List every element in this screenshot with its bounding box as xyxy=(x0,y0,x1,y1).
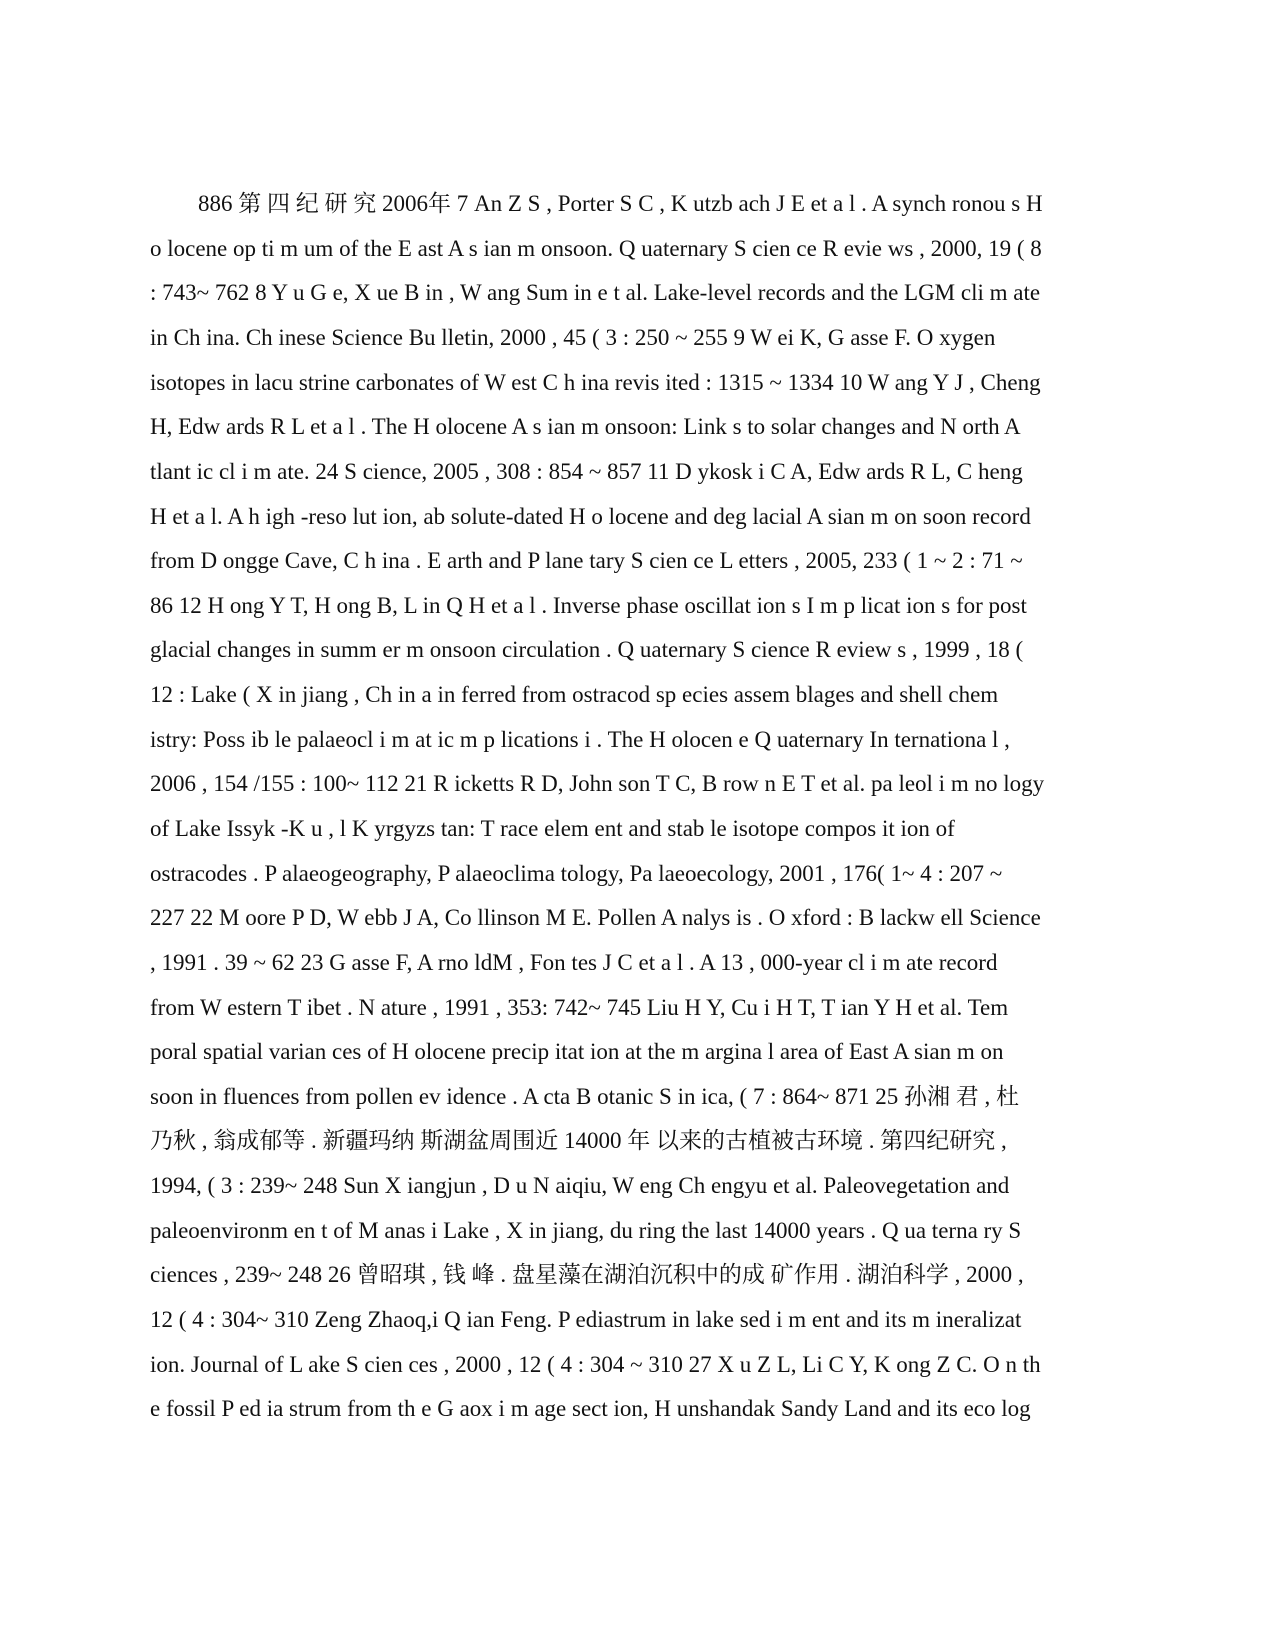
text-line-26: 12 ( 4 : 304~ 310 Zeng Zhaoq,i Q ian Feng. P ediastrum in lake sed i m ent and its m ineralizat xyxy=(150,1307,1022,1332)
text-line-21: soon in fluences from pollen ev idence . A cta B otanic S in ica, ( 7 : 864~ 871 25 孙湘 君 , 杜 xyxy=(150,1084,1020,1109)
text-line-1: 886 第 四 纪 研 究 2006年 7 An Z S , Porter S C , K utzb ach J E et a l . A synch ronou s H xyxy=(198,191,1043,216)
text-line-22: 乃秋 , 翁成郁等 . 新疆玛纳 斯湖盆周围近 14000 年 以来的古植被古环境 . 第四纪研究 , xyxy=(150,1128,1007,1153)
text-line-27: ion. Journal of L ake S cien ces , 2000 , 12 ( 4 : 304 ~ 310 27 X u Z L, Li C Y, K ong Z C. O n th xyxy=(150,1352,1041,1377)
text-line-6: H, Edw ards R L et a l . The H olocene A s ian m onsoon: Link s to solar changes and N orth A xyxy=(150,414,1021,439)
text-line-2: o locene op ti m um of the E ast A s ian m onsoon. Q uaternary S cien ce R evie ws , 2000, 19 ( 8 xyxy=(150,236,1042,261)
text-line-20: poral spatial varian ces of H olocene precip itat ion at the m argina l area of East A sian m on xyxy=(150,1039,1004,1064)
text-line-4: in Ch ina. Ch inese Science Bu lletin, 2000 , 45 ( 3 : 250 ~ 255 9 W ei K, G asse F. O xygen xyxy=(150,325,996,350)
text-line-24: paleoenvironm en t of M anas i Lake , X in jiang, du ring the last 14000 years . Q ua terna ry S xyxy=(150,1218,1022,1243)
text-line-13: istry: Poss ib le palaeocl i m at ic m p lications i . The H olocen e Q uaternary In ternationa l , xyxy=(150,727,1010,752)
text-line-18: , 1991 . 39 ~ 62 23 G asse F, A rno ldM , Fon tes J C et a l . A 13 , 000-year cl i m ate record xyxy=(150,950,998,975)
text-line-14: 2006 , 154 /155 : 100~ 112 21 R icketts R D, John son T C, B row n E T et al. pa leol i m no logy xyxy=(150,771,1045,796)
text-line-5: isotopes in lacu strine carbonates of W est C h ina revis ited : 1315 ~ 1334 10 W ang Y J , Cheng xyxy=(150,370,1041,395)
text-line-11: glacial changes in summ er m onsoon circulation . Q uaternary S cience R eview s , 1999 , 18 ( xyxy=(150,637,1024,662)
text-line-16: ostracodes . P alaeogeography, P alaeoclima tology, Pa laeoecology, 2001 , 176( 1~ 4 : 207 ~ xyxy=(150,861,1003,886)
text-line-7: tlant ic cl i m ate. 24 S cience, 2005 , 308 : 854 ~ 857 11 D ykosk i C A, Edw ards R L, C heng xyxy=(150,459,1023,484)
text-line-23: 1994, ( 3 : 239~ 248 Sun X iangjun , D u N aiqiu, W eng Ch engyu et al. Paleovegetation and xyxy=(150,1173,1010,1198)
text-line-28: e fossil P ed ia strum from th e G aox i m age sect ion, H unshandak Sandy Land and its eco log xyxy=(150,1396,1031,1421)
text-line-3: : 743~ 762 8 Y u G e, X ue B in , W ang Sum in e t al. Lake-level records and the LGM cli m ate xyxy=(150,280,1041,305)
text-line-17: 227 22 M oore P D, W ebb J A, Co llinson M E. Pollen A nalys is . O xford : B lackw ell Science xyxy=(150,905,1041,930)
text-line-8: H et a l. A h igh -reso lut ion, ab solute-dated H o locene and deg lacial A sian m on soon record xyxy=(150,504,1031,529)
text-line-19: from W estern T ibet . N ature , 1991 , 353: 742~ 745 Liu H Y, Cu i H T, T ian Y H et al. Tem xyxy=(150,995,1009,1020)
text-line-10: 86 12 H ong Y T, H ong B, L in Q H et a l . Inverse phase oscillat ion s I m p licat ion s for post xyxy=(150,593,1027,618)
text-line-12: 12 : Lake ( X in jiang , Ch in a in ferred from ostracod sp ecies assem blages and shell chem xyxy=(150,682,999,707)
text-line-15: of Lake Issyk -K u , l K yrgyzs tan: T race elem ent and stab le isotope compos it ion of xyxy=(150,816,955,841)
text-line-9: from D ongge Cave, C h ina . E arth and P lane tary S cien ce L etters , 2005, 233 ( 1 ~ 2 : 71 ~ xyxy=(150,548,1023,573)
text-line-25: ciences , 239~ 248 26 曾昭琪 , 钱 峰 . 盘星藻在湖泊沉积中的成 矿作用 . 湖泊科学 , 2000 , xyxy=(150,1262,1024,1287)
